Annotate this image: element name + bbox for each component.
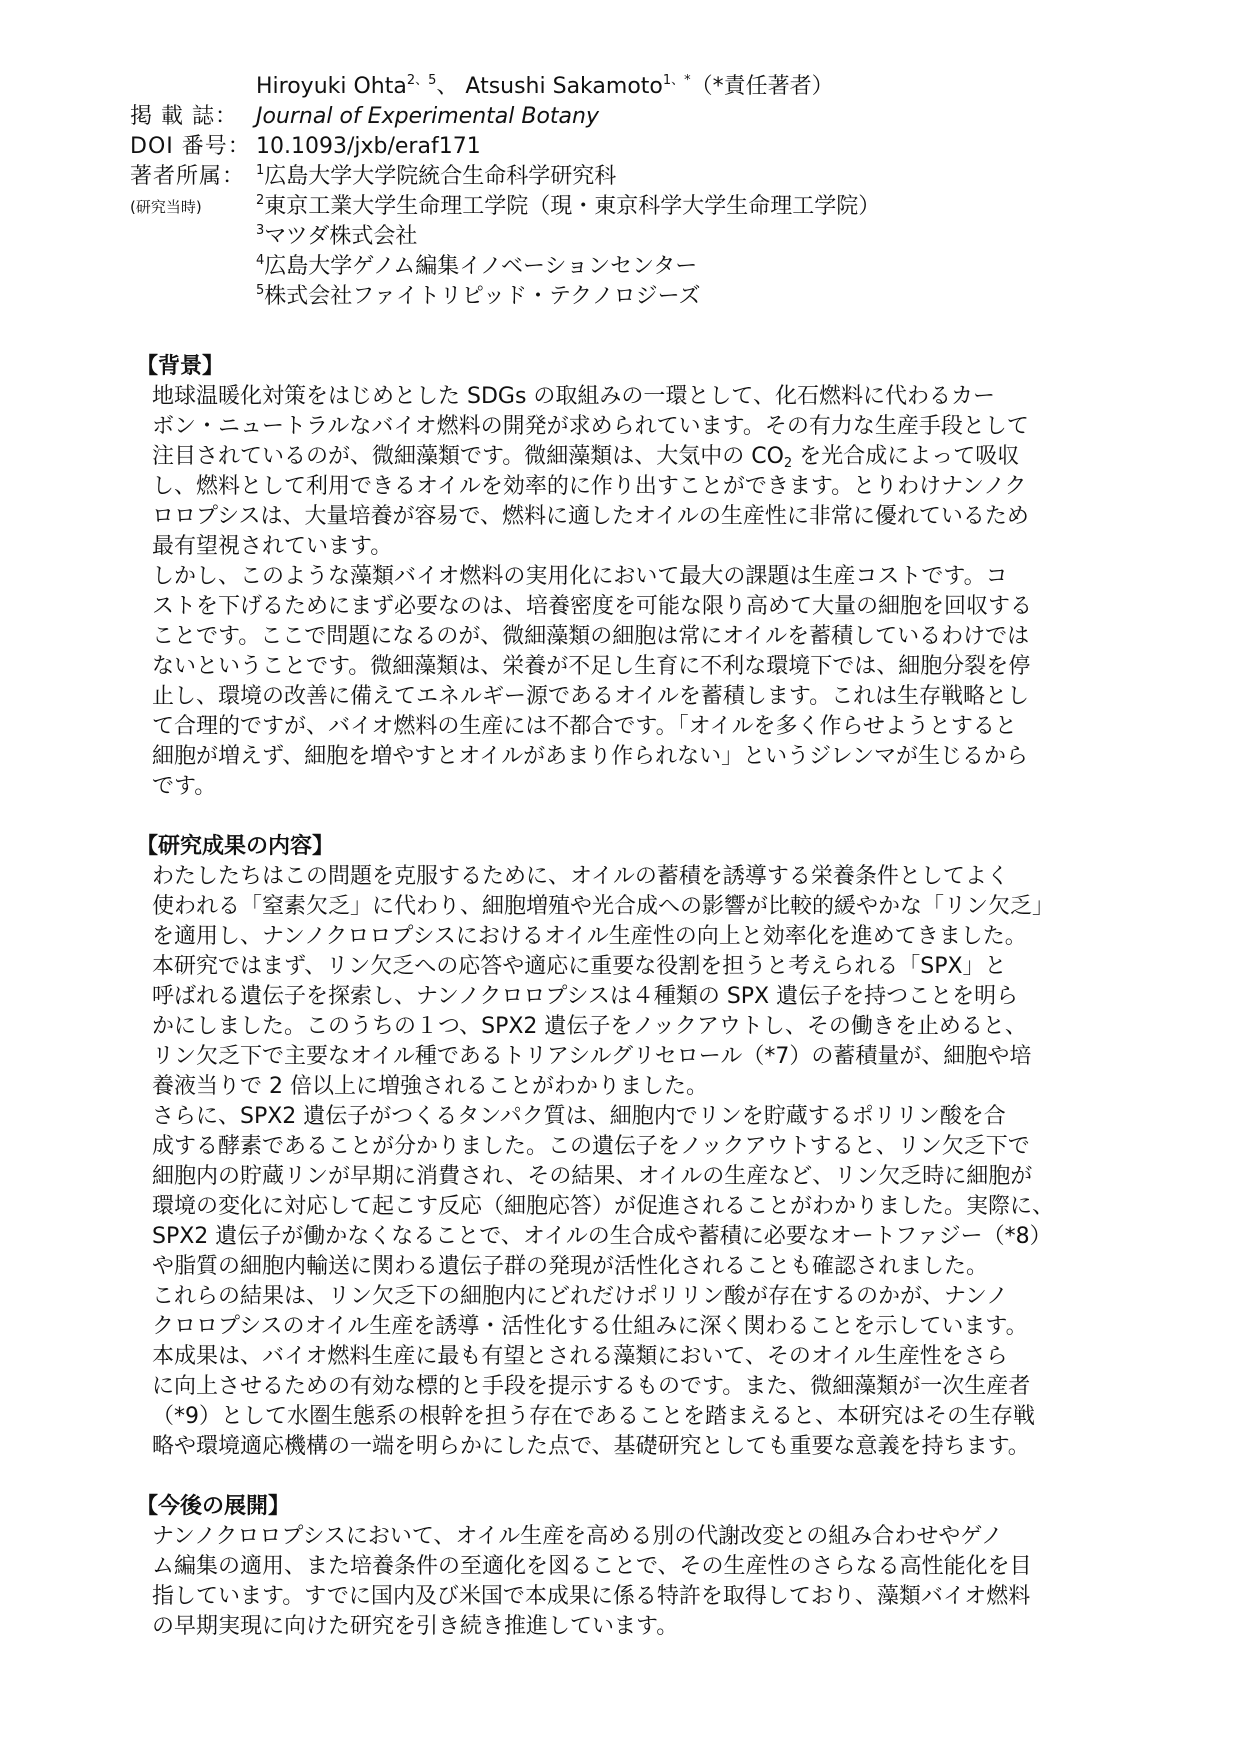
section-gap — [130, 802, 1130, 832]
paragraph — [130, 382, 1130, 562]
text-line: 最有望視されています。 — [152, 534, 393, 559]
text-line: 使われる「窒素欠乏」に代わり、細胞増殖や光合成への影響が比較的緩やかな「リン欠乏」 — [152, 894, 1055, 919]
text-line: しかし、このような藻類バイオ燃料の実用化において最大の課題は生産コストです。コ — [152, 564, 1008, 589]
text-line: リン欠乏下で主要なオイル種であるトリアシルグリセロール（*7）の蓄積量が、細胞や培 — [152, 1044, 1032, 1069]
affiliation-row-3 — [130, 222, 1130, 252]
text-line: ボン・ニュートラルなバイオ燃料の開発が求められています。その有力な生産手段として — [152, 414, 1029, 439]
authors-row — [130, 72, 1130, 102]
text-line: を適用し、ナンノクロロプシスにおけるオイル生産性の向上と効率化を進めてきました。 — [152, 924, 1027, 949]
paragraph — [130, 862, 1130, 952]
text-line: ことです。ここで問題になるのが、微細藻類の細胞は常にオイルを蓄積しているわけでは — [152, 624, 1030, 649]
paragraph — [130, 1282, 1130, 1342]
text-line: 成する酵素であることが分かりました。この遺伝子をノックアウトすると、リン欠乏下で — [152, 1134, 1030, 1159]
text-line: 細胞が増えず、細胞を増やすとオイルがあまり作られない」というジレンマが生じるから — [152, 744, 1029, 769]
text-line: （*9）として水圏生態系の根幹を担う存在であることを踏まえると、本研究はその生存戦 — [152, 1404, 1036, 1429]
doi-row — [130, 132, 1130, 162]
section-gap — [130, 1462, 1130, 1492]
text-line: さらに、SPX2 遺伝子がつくるタンパク質は、細胞内でリンを貯蔵するポリリン酸を合 — [152, 1104, 1006, 1129]
affiliation-2: $^2$東京工業大学生命理工学院（現・東京科学大学生命理工学院） — [256, 193, 881, 219]
affiliation-3: $^3$マツダ株式会社 — [256, 223, 418, 249]
text-line: 環境の変化に対応して起こす反応（細胞応答）が促進されることがわかりました。実際に、 — [152, 1194, 1055, 1219]
paragraph — [130, 562, 1130, 802]
section-heading: 【背景】 — [136, 354, 225, 379]
affiliation-1: $^1$広島大学大学院統合生命科学研究科 — [256, 163, 617, 189]
text-line: し、燃料として利用できるオイルを効率的に作り出すことができます。とりわけナンノク — [152, 474, 1027, 499]
affiliation-label: 著者所属： — [130, 164, 246, 189]
affiliation-note: (研究当時) — [130, 198, 202, 216]
text-line: 地球温暖化対策をはじめとした SDGs の取組みの一環として、化石燃料に代わるカー — [152, 384, 995, 409]
affiliation-row-1 — [130, 162, 1130, 192]
journal-label: 掲 載 誌： — [130, 104, 238, 129]
affiliation-row-5 — [130, 282, 1130, 312]
journal-name: Journal of Experimental Botany — [256, 104, 599, 129]
publication-info — [130, 72, 1130, 312]
paragraph — [130, 1102, 1130, 1282]
doi-value: 10.1093/jxb/eraf171 — [256, 134, 481, 159]
text-line: や脂質の細胞内輸送に関わる遺伝子群の発現が活性化されることも確認されました。 — [152, 1254, 989, 1279]
text-line: の早期実現に向けた研究を引き続き推進しています。 — [152, 1614, 679, 1639]
text-line: わたしたちはこの問題を克服するために、オイルの蓄積を誘導する栄養条件としてよく — [152, 864, 1009, 889]
section-heading: 【研究成果の内容】 — [136, 834, 335, 859]
journal-row — [130, 102, 1130, 132]
affiliation-row-4 — [130, 252, 1130, 282]
text-line: ム編集の適用、また培養条件の至適化を図ることで、その生産性のさらなる高性能化を目 — [152, 1554, 1032, 1579]
affiliation-row-2 — [130, 192, 1130, 222]
text-line: 呼ばれる遺伝子を探索し、ナンノクロロプシスは４種類の SPX 遺伝子を持つことを明ら — [152, 984, 1019, 1009]
text-line: 注目されているのが、微細藻類です。微細藻類は、大気中の $CO_2$ を光合成によって吸収 — [152, 444, 1020, 471]
affiliation-5: $^5$株式会社ファイトリピッド・テクノロジーズ — [256, 283, 701, 309]
text-line: 本成果は、バイオ燃料生産に最も有望とされる藻類において、そのオイル生産性をさら — [152, 1344, 1008, 1369]
text-line: SPX2 遺伝子が働かなくなることで、オイルの生合成や蓄積に必要なオートファジー（*8） — [152, 1224, 1052, 1249]
paragraph — [130, 1342, 1130, 1462]
text-line: て合理的ですが、バイオ燃料の生産には不都合です。「オイルを多く作らせようとすると — [152, 714, 1017, 739]
text-line: これらの結果は、リン欠乏下の細胞内にどれだけポリリン酸が存在するのかが、ナンノ — [152, 1284, 1009, 1309]
paragraph — [130, 1522, 1130, 1642]
text-line: に向上させるための有効な標的と手段を提示するものです。また、微細藻類が一次生産者 — [152, 1374, 1031, 1399]
text-line: です。 — [152, 774, 217, 799]
text-line: ストを下げるためにまず必要なのは、培養密度を可能な限り高めて大量の細胞を回収する — [152, 594, 1033, 619]
authors-line: Hiroyuki Ohta$^{2、5}$、 Atsushi Sakamoto$^{1、*}$（*責任著者） — [256, 73, 834, 99]
text-line: ないということです。微細藻類は、栄養が不足し生育に不利な環境下では、細胞分裂を停 — [152, 654, 1031, 679]
document-body — [130, 352, 1130, 1642]
text-line: かにしました。このうちの１つ、SPX2 遺伝子をノックアウトし、その働きを止めると、 — [152, 1014, 1027, 1039]
text-line: 養液当りで 2 倍以上に増強されることがわかりました。 — [152, 1074, 708, 1099]
doi-label: DOI 番号： — [130, 134, 251, 159]
text-line: ロロプシスは、大量培養が容易で、燃料に適したオイルの生産性に非常に優れているため — [152, 504, 1029, 529]
text-line: クロロプシスのオイル生産を誘導・活性化する仕組みに深く関わることを示しています。 — [152, 1314, 1028, 1339]
text-line: 細胞内の貯蔵リンが早期に消費され、その結果、オイルの生産など、リン欠乏時に細胞が — [152, 1164, 1033, 1189]
text-line: 止し、環境の改善に備えてエネルギー源であるオイルを蓄積します。これは生存戦略とし — [152, 684, 1030, 709]
text-line: 本研究ではまず、リン欠乏への応答や適応に重要な役割を担うと考えられる「SPX」と — [152, 954, 1007, 979]
paragraph — [130, 952, 1130, 1102]
section-heading: 【今後の展開】 — [136, 1494, 291, 1519]
text-line: 略や環境適応機構の一端を明らかにした点で、基礎研究としても重要な意義を持ちます。 — [152, 1434, 1030, 1459]
affiliation-4: $^4$広島大学ゲノム編集イノベーションセンター — [256, 253, 698, 279]
text-line: ナンノクロロプシスにおいて、オイル生産を高める別の代謝改変との組み合わせやゲノ — [152, 1524, 1003, 1549]
text-line: 指しています。すでに国内及び米国で本成果に係る特許を取得しており、藻類バイオ燃料 — [152, 1584, 1031, 1609]
